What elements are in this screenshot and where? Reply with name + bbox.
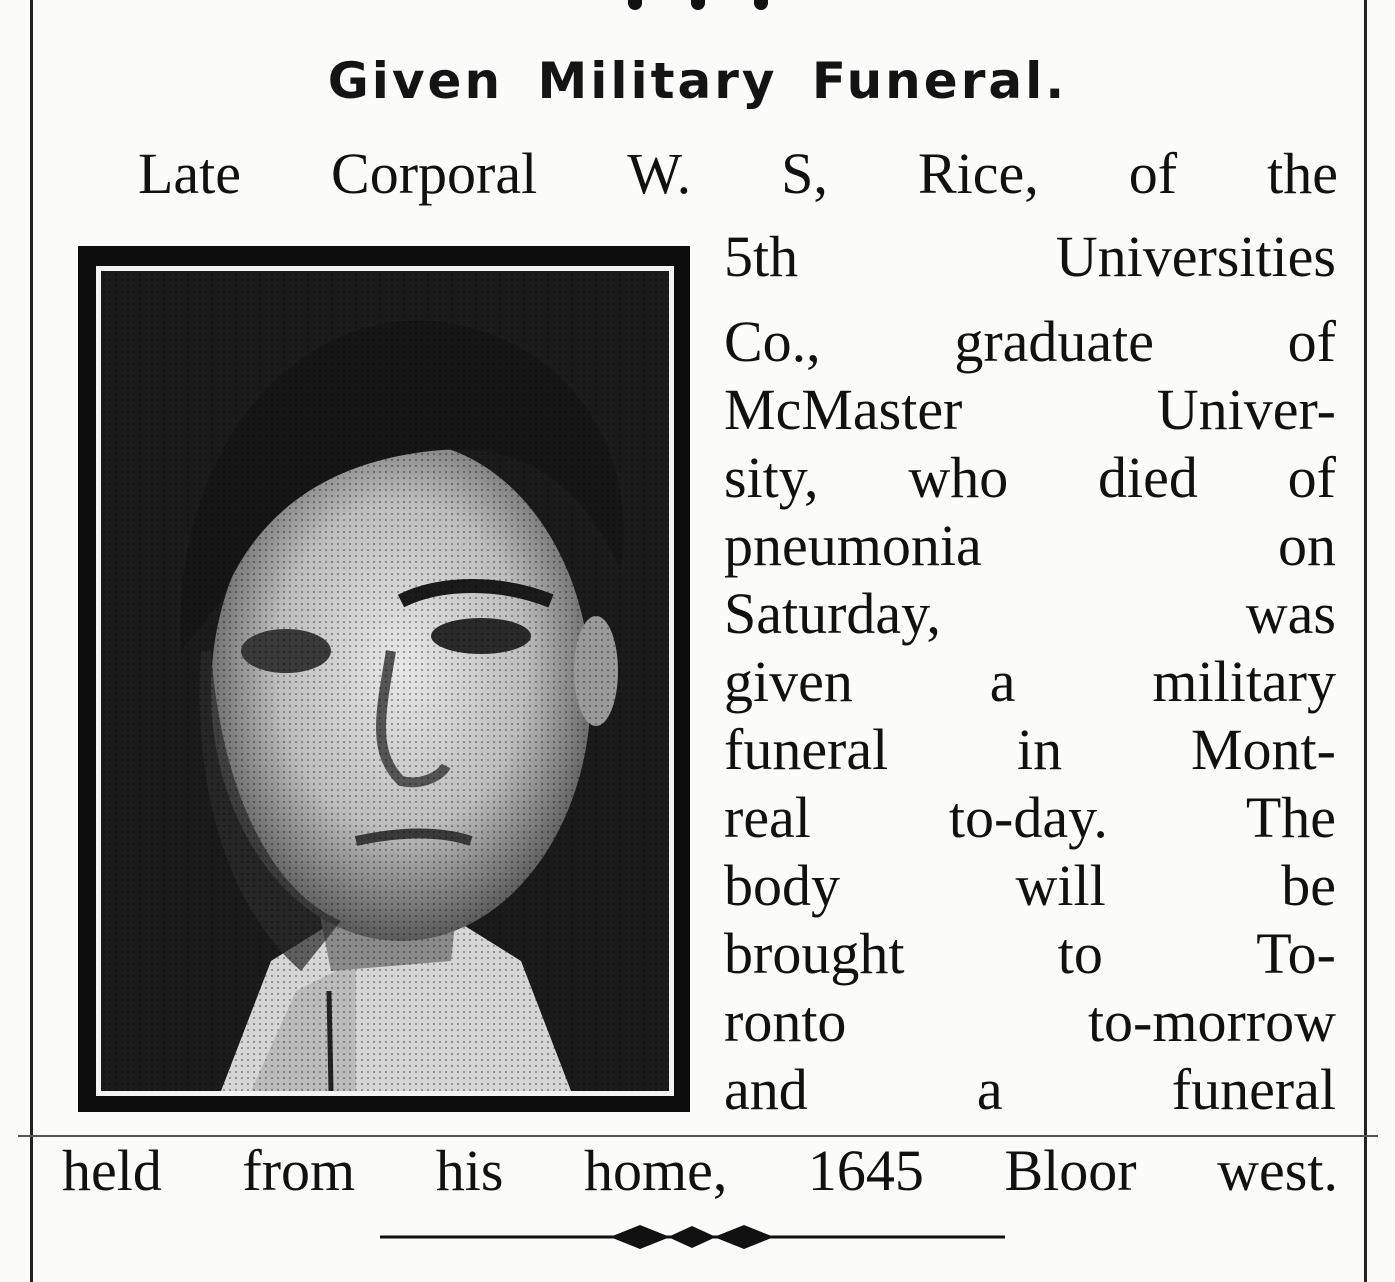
word: the [1267,141,1338,206]
text-line [724,852,1336,922]
word: of [1287,445,1336,510]
headline: Given Military Funeral. [327,52,1068,110]
text-line [724,223,1336,293]
word: pneumonia [724,513,982,578]
word: died [1098,445,1198,510]
left-column-rule [30,0,33,1282]
word: be [1281,853,1336,918]
word: held [62,1138,162,1203]
closing-line [62,1137,1338,1207]
text-line [724,784,1336,854]
lead-line [138,140,1338,210]
word: his [435,1138,504,1203]
word: to-morrow [1087,989,1336,1054]
text-line [724,920,1336,990]
word: was [1245,581,1336,646]
word: graduate [954,309,1155,374]
portrait-photo [78,246,690,1112]
word: Co., [724,309,821,374]
word: a [976,1057,1003,1122]
word: to-day. [948,785,1108,850]
text-line [724,376,1336,446]
word: and [724,1057,808,1122]
text-line [724,988,1336,1058]
word: on [1278,513,1336,578]
word: to [1057,921,1103,986]
portrait-image [101,271,669,1091]
word: 1645 [807,1138,924,1203]
word: W. [627,141,692,206]
word: Univer- [1156,377,1336,442]
bottom-ornament-rule [380,1222,1005,1252]
word: Bloor [1004,1138,1137,1203]
word: of [1128,141,1178,206]
ornament-dot [628,0,642,10]
word: home, [583,1138,728,1203]
top-ornament [628,0,768,18]
word: who [908,445,1009,510]
text-line [724,1056,1336,1126]
word: ronto [724,989,847,1054]
word: a [989,649,1016,714]
text-line [724,444,1336,514]
word: Mont- [1190,717,1336,782]
word: of [1287,309,1336,374]
text-line [724,580,1336,650]
word: given [724,649,853,714]
word: from [242,1138,356,1203]
text-line [724,716,1336,786]
word: Universities [1055,224,1336,289]
word: S, [781,141,828,206]
text-line [724,512,1336,582]
word: in [1017,717,1063,782]
word: funeral [1171,1057,1336,1122]
word: The [1245,785,1336,850]
word: sity, [724,445,819,510]
word: military [1152,649,1336,714]
word: To- [1256,921,1336,986]
word: funeral [724,717,889,782]
right-column-rule [1364,0,1367,1282]
portrait-photo-frame [96,266,674,1096]
word: west. [1217,1138,1338,1203]
ornament-dot [754,0,768,10]
text-line [724,648,1336,718]
word: Late [138,141,242,206]
word: body [724,853,840,918]
word: Saturday, [724,581,941,646]
word: will [1015,853,1106,918]
word: Corporal [331,141,538,206]
word: 5th [724,224,799,289]
ornament-dot [691,0,705,10]
text-line [724,308,1336,378]
word: Rice, [917,141,1039,206]
word: McMaster [724,377,963,442]
word: brought [724,921,905,986]
word: real [724,785,811,850]
